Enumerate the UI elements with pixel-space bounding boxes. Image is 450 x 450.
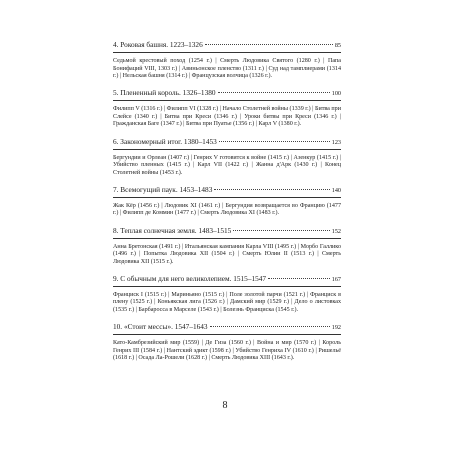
chapter-page-number: 140 <box>331 186 341 194</box>
chapter-heading <box>113 137 341 147</box>
chapter-description: Филипп V (1316 г.) | Филипп VI (1328 г.) | Начало Столетней войны (1339 г.) | Битва при Слейсе (1340 г.) | Битва при Креси (1346 г.) | Уроки битвы при Креси (1346 г.) | Гражданская Баге (1347 г.) | Битва при Пуатье (1356 г.) | Карл V (1380 г.). <box>113 106 341 128</box>
chapter-heading <box>113 40 341 50</box>
chapter-heading <box>113 226 341 236</box>
chapter-page-number: 152 <box>331 227 341 235</box>
chapter-heading <box>113 274 341 284</box>
chapter-heading <box>113 322 341 332</box>
chapter-title: 8. Теплая солнечная земля. 1483–1515 <box>113 225 232 235</box>
chapter-description: Седьмой крестовый поход (1254 г.) | Смерть Людовика Святого (1280 г.) | Папа Бонифаций VIII, 1303 г.) | Авиньонское пленство (1311 г.) | Суд над тамплиерами (1314 г.) | Нельская башня (1314 г.) | Французская волчица (1326 г.). <box>113 58 341 80</box>
chapter-title: 7. Всемогущий паук. 1453–1483 <box>113 184 213 194</box>
dot-leader <box>233 230 329 231</box>
toc-entry <box>113 40 341 81</box>
dot-leader <box>210 326 330 327</box>
dot-leader <box>218 92 330 93</box>
chapter-description: Франциск I (1515 г.) | Мариньяно (1515 г.) | Поле золотой парчи (1521 г.) | Франциск в плену (1525 г.) | Коньякская лига (1526 г.) | Дамский мир (1529 г.) | Дело о листовках (1535 г.) | Барбаросса в Марселе (1543 г.) | Болезнь Франциска (1545 г.). <box>113 291 341 313</box>
chapter-page-number: 85 <box>334 42 341 49</box>
dot-leader <box>219 141 330 142</box>
dot-leader <box>268 278 330 279</box>
chapter-description: Жак Кёр (1456 г.) | Людовик XI (1461 г.) | Бергундия возвращается во Францию (1477 г.) | Филипп де Коммин (1477 г.) | Смерть Людовика XI (1483 г.). <box>113 202 341 217</box>
chapter-page-number: 123 <box>331 138 341 146</box>
chapter-description: Бергундии и Орлеан (1407 г.) | Генрих V готовится к войне (1415 г.) | Азенкур (1415 г.) | Убийство пленных (1415 г.) | Карл VII (1422 г.) | Жанна д'Арк (1430 г.) | Конец Столетней войны (1453 г.). <box>113 154 341 176</box>
toc-entry <box>113 274 341 315</box>
chapter-page-number: 167 <box>331 275 341 283</box>
chapter-heading <box>113 88 341 98</box>
toc-entry <box>113 226 341 267</box>
table-of-contents <box>113 40 341 370</box>
chapter-title: 5. Плененный король. 1326–1380 <box>113 88 216 98</box>
divider <box>113 238 341 239</box>
toc-entry <box>113 137 341 178</box>
divider <box>113 100 341 101</box>
chapter-heading <box>113 185 341 195</box>
chapter-page-number: 192 <box>331 324 341 332</box>
divider <box>113 334 341 335</box>
chapter-title: 10. «Стоит мессы». 1547–1643 <box>113 322 208 332</box>
divider <box>113 52 341 53</box>
toc-entry <box>113 185 341 218</box>
dot-leader <box>205 44 333 45</box>
chapter-description: Като-Камбрезийский мир (1559) | Де Гиза (1560 г.) | Война и мир (1570 г.) | Король Генрих III (1584 г.) | Нантский эдикт (1598 г.) | Убийство Генриха IV (1610 г.) | Ришельё (1618 г.) | Осада Ла-Рошели (1628 г.) | Смерть Людовика XIII (1643 г.). <box>113 340 341 362</box>
chapter-description: Анна Бретонская (1491 г.) | Итальянская кампания Карла VIII (1495 г.) | Морбо Галлико (1496 г.) | Попытка Людовика XII (1504 г.) | Смерть Юлии II (1513 г.) | Смерть Людовика XII (1515 г.). <box>113 243 341 265</box>
page-number: 8 <box>222 400 228 411</box>
toc-entry <box>113 322 341 363</box>
divider <box>113 197 341 198</box>
toc-entry <box>113 88 341 129</box>
chapter-title: 9. С обычным для него великолепием. 1515–1547 <box>113 273 267 283</box>
divider <box>113 286 341 287</box>
dot-leader <box>214 189 329 190</box>
chapter-title: 4. Роковая башня. 1223–1326 <box>113 40 203 49</box>
divider <box>113 149 341 150</box>
chapter-title: 6. Закономерный итог. 1380–1453 <box>113 136 217 146</box>
chapter-page-number: 100 <box>331 90 341 98</box>
